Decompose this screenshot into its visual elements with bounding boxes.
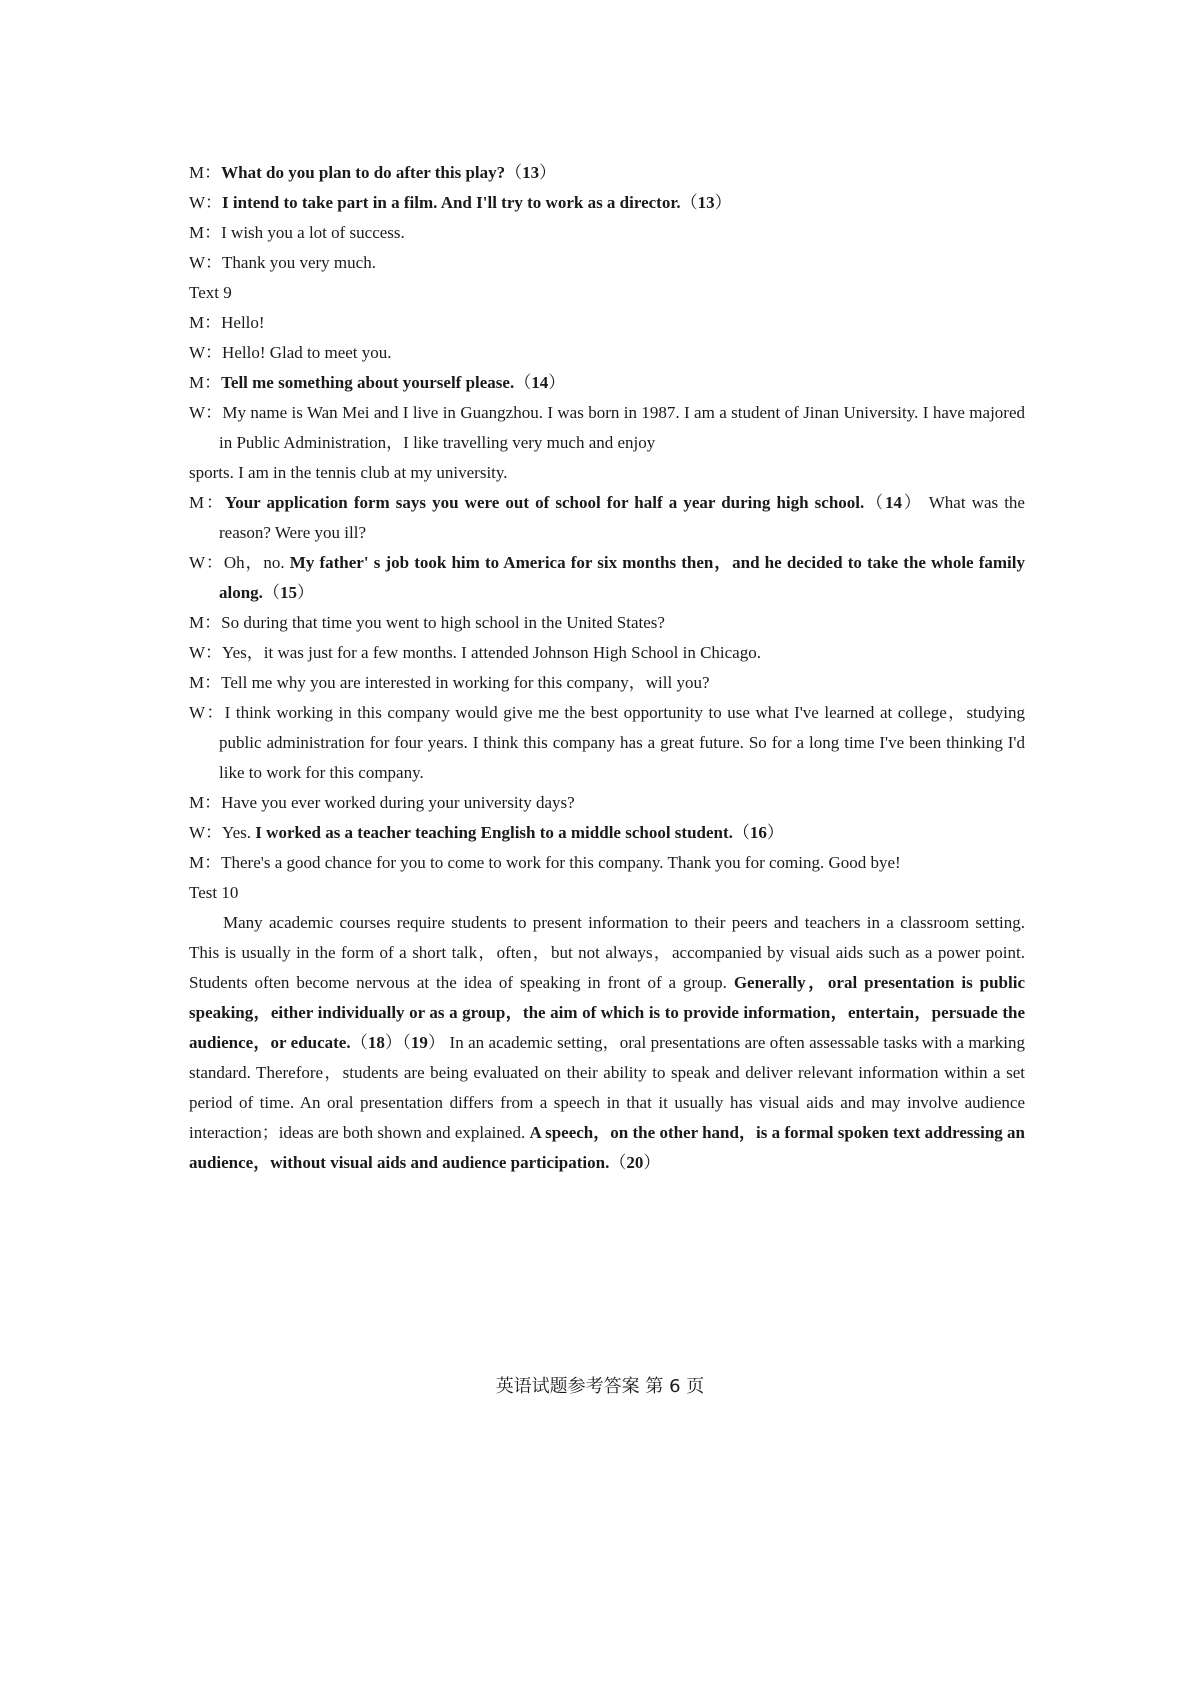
- transcript-text: ）: [548, 373, 566, 392]
- transcript-text: （: [514, 373, 532, 392]
- transcript-text: ）: [643, 1153, 661, 1172]
- speaker-label: W：: [189, 553, 224, 572]
- speaker-label: W：: [189, 823, 223, 842]
- speaker-label: M：: [189, 613, 222, 632]
- answer-highlight: 13: [522, 163, 540, 182]
- answer-highlight: 18: [367, 1033, 385, 1052]
- dialogue-turn: [189, 218, 1025, 248]
- listening-transcript: [189, 158, 1025, 908]
- dialogue-turn: [189, 398, 1025, 458]
- dialogue-turn: [189, 488, 1025, 548]
- transcript-text: （: [732, 823, 750, 842]
- section-label: [189, 458, 1025, 488]
- answer-highlight: Generally，oral presentation is public speaking，either individually or as a group，the aim of which is to provide information，entertain，persuade the audience，or educate.: [189, 973, 1025, 1052]
- answer-highlight: 16: [749, 823, 767, 842]
- answer-highlight: Tell me something about yourself please.: [221, 373, 515, 392]
- transcript-text: ）: [714, 193, 732, 212]
- speaker-label: M：: [189, 853, 222, 872]
- transcript-text: sports. I am in the tennis club at my university.: [189, 463, 508, 482]
- speaker-label: W：: [189, 253, 223, 272]
- transcript-text: ）（: [384, 1033, 411, 1052]
- speaker-label: W：: [189, 343, 223, 362]
- speaker-label: W：: [189, 643, 223, 662]
- transcript-text: Thank you very much.: [222, 253, 376, 272]
- transcript-text: I wish you a lot of success.: [221, 223, 405, 242]
- speaker-label: M：: [189, 793, 222, 812]
- dialogue-turn: [189, 338, 1025, 368]
- answer-highlight: 19: [410, 1033, 428, 1052]
- transcript-text: Oh，no.: [223, 553, 290, 572]
- transcript-text: Tell me why you are interested in working for this company，will you?: [221, 673, 710, 692]
- dialogue-turn: [189, 248, 1025, 278]
- section-label: [189, 878, 1025, 908]
- answer-highlight: 13: [697, 193, 715, 212]
- dialogue-turn: [189, 668, 1025, 698]
- speaker-label: W：: [189, 703, 225, 722]
- transcript-text: Test 10: [189, 883, 239, 902]
- answer-highlight: What do you plan to do after this play?: [221, 163, 506, 182]
- speaker-label: M：: [189, 313, 222, 332]
- transcript-text: （: [864, 493, 885, 512]
- transcript-text: ）: [539, 163, 557, 182]
- transcript-text: （: [609, 1153, 627, 1172]
- speaker-label: W：: [189, 403, 223, 422]
- transcript-text: Many academic courses require students to present information to their peers and teachers in a classroom setting. This is usually in the form of a short talk，often，but not always，accompanied by visual aids such as a power point. Students often become nervous at the idea of speaking in front of a group.: [189, 913, 1025, 992]
- transcript-text: My name is Wan Mei and I live in Guangzhou. I was born in 1987. I am a student of Jinan University. I have majored in Public Administration，I like travelling very much and enjoy: [219, 403, 1026, 452]
- transcript-text: ）: [296, 583, 314, 602]
- page-footer: 英语试题参考答案 第 6 页: [495, 1376, 705, 1397]
- transcript-text: （: [680, 193, 698, 212]
- dialogue-turn: [189, 188, 1025, 218]
- transcript-text: （: [505, 163, 523, 182]
- transcript-text: Yes，it was just for a few months. I attended Johnson High School in Chicago.: [222, 643, 761, 662]
- transcript-text: Hello!: [221, 313, 265, 332]
- answer-highlight: 20: [626, 1153, 644, 1172]
- answer-highlight: My father' s job took him to America for six months then，and he decided to take the whole family along.: [219, 553, 1025, 602]
- transcript-text: （: [262, 583, 280, 602]
- answer-highlight: I worked as a teacher teaching English to a middle school student.: [255, 823, 733, 842]
- dialogue-turn: [189, 368, 1025, 398]
- section-label: [189, 278, 1025, 308]
- answer-highlight: I intend to take part in a film. And I'll try to work as a director.: [222, 193, 681, 212]
- dialogue-turn: [189, 698, 1025, 788]
- dialogue-turn: [189, 608, 1025, 638]
- answer-highlight: 15: [279, 583, 297, 602]
- answer-highlight: Your application form says you were out of school for half a year during high school.: [224, 493, 865, 512]
- answer-highlight: 14: [531, 373, 549, 392]
- transcript-text: ） In an academic setting，oral presentations are often assessable tasks with a marking standard. Therefore，students are being evaluated on their ability to speak and deliver relevant information within a set period of time. An oral presentation differs from a speech in that it usually has visual aids and may involve audience interaction；ideas are both shown and explained.: [189, 1033, 1026, 1142]
- transcript-text: （: [350, 1033, 368, 1052]
- dialogue-turn: [189, 848, 1025, 878]
- speaker-label: M：: [189, 163, 222, 182]
- answer-highlight: A speech，on the other hand，is a formal spoken text addressing an audience，without visual aids and audience participation.: [189, 1123, 1025, 1172]
- dialogue-turn: [189, 158, 1025, 188]
- answer-key-page: [189, 158, 1025, 1178]
- dialogue-turn: [189, 638, 1025, 668]
- transcript-text: ）: [766, 823, 784, 842]
- transcript-text: Text 9: [189, 283, 232, 302]
- dialogue-turn: [189, 818, 1025, 848]
- transcript-text: ） What was the reason? Were you ill?: [219, 493, 1025, 542]
- transcript-text: Have you ever worked during your university days?: [221, 793, 575, 812]
- speaker-label: M：: [189, 493, 225, 512]
- dialogue-turn: [189, 548, 1025, 608]
- transcript-text: Hello! Glad to meet you.: [222, 343, 392, 362]
- dialogue-turn: [189, 308, 1025, 338]
- speaker-label: M：: [189, 373, 222, 392]
- dialogue-turn: [189, 788, 1025, 818]
- transcript-text: I think working in this company would give me the best opportunity to use what I've learned at college，studying public administration for four years. I think this company has a great future. So for a long time I've been thinking I'd like to work for this company.: [219, 703, 1025, 782]
- speaker-label: W：: [189, 193, 223, 212]
- answer-highlight: 14: [884, 493, 902, 512]
- transcript-text: There's a good chance for you to come to work for this company. Thank you for coming. Good bye!: [221, 853, 901, 872]
- speaker-label: M：: [189, 223, 222, 242]
- transcript-text: So during that time you went to high school in the United States?: [221, 613, 665, 632]
- speaker-label: M：: [189, 673, 222, 692]
- transcript-text: Yes.: [222, 823, 256, 842]
- text-10-passage: [189, 908, 1025, 1178]
